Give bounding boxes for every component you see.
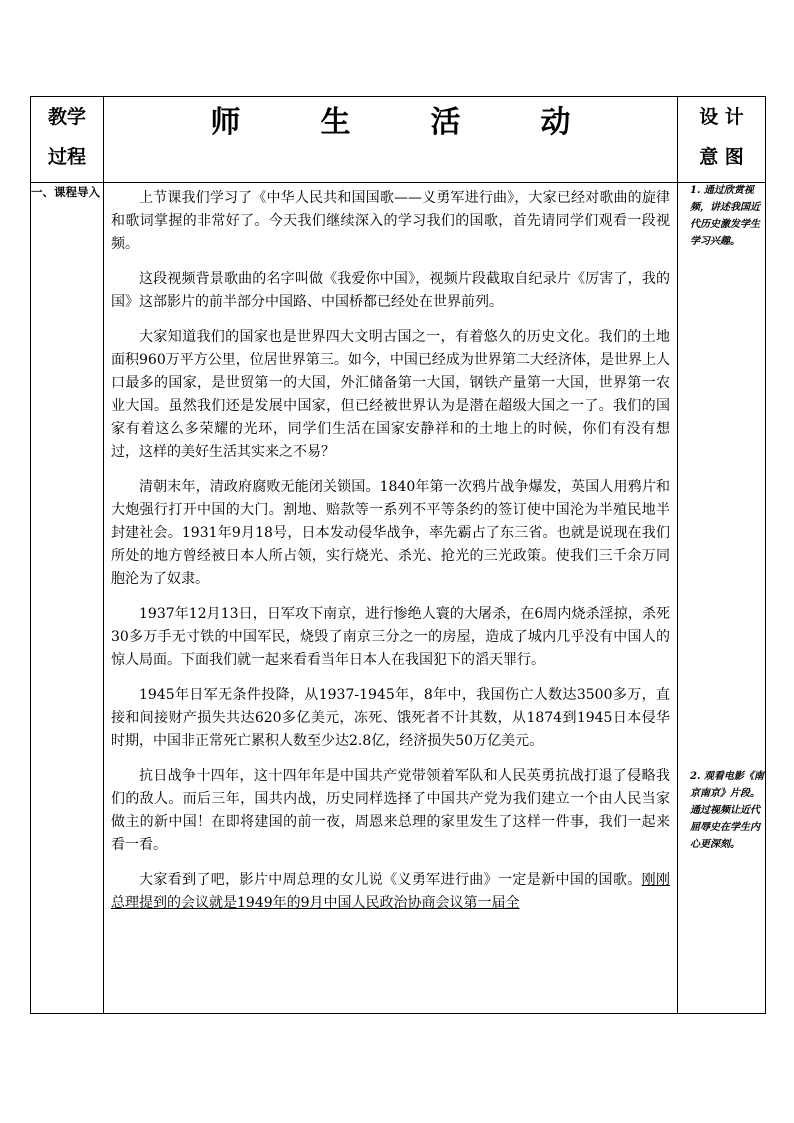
header-design-intent bbox=[678, 97, 766, 183]
paragraph: 1937年12月13日，日军攻下南京，进行惨绝人寰的大屠杀，在6周内烧杀淫掠，杀死30多万手无寸铁的中国军民，烧毁了南京三分之一的房屋，造成了城内几乎没有中国人的惊人局面。下面我们就一起来看看当年日本人在我国犯下的滔天罪行。 bbox=[111, 606, 670, 668]
header-row bbox=[31, 97, 766, 183]
paragraph: 抗日战争十四年，这十四年年是中国共产党带领着军队和人民英勇抗战打退了侵略我们的敌人。而后三年，国共内战，历史同样选择了中国共产党为我们建立一个由人民当家做主的新中国！在即将建国的前一夜，周恩来总理的家里发生了这样一件事，我们一起来看一看。 bbox=[111, 768, 670, 853]
design-intent-cell bbox=[678, 183, 766, 1014]
header-activities bbox=[104, 97, 678, 183]
lesson-plan-table bbox=[30, 96, 766, 1014]
header-activities-char: 生 bbox=[320, 105, 351, 140]
header-activities-char: 师 bbox=[210, 105, 241, 140]
stage-label: 一、课程导入 bbox=[31, 183, 104, 1014]
paragraph-last-plain: 大家看到了吧，影片中周总理的女儿说《义勇军进行曲》一定是新中国的国歌。 bbox=[139, 872, 642, 888]
paragraph: 1945年日军无条件投降，从1937-1945年，8年中，我国伤亡人数达3500多万，直接和间接财产损失共达620多亿美元，冻死、饿死者不计其数，从1874到1945日本侵华时期，中国非正常死亡累积人数至少达2.8亿，经济损失50万亿美元。 bbox=[111, 687, 670, 749]
design-note-1: 1. 通过欣赏视频，讲述我国近代历史激发学生学习兴趣。 bbox=[690, 185, 760, 247]
header-teaching-process-line2: 过程 bbox=[47, 146, 86, 168]
paragraph: 这段视频背景歌曲的名字叫做《我爱你中国》，视频片段截取自纪录片《厉害了，我的国》这部影片的前半部分中国路、中国桥都已经处在世界前列。 bbox=[111, 271, 670, 310]
header-activities-char: 活 bbox=[430, 105, 461, 140]
paragraph-last-underlined: 刚刚总理提到的会议就是1949年的9月中国人民政治协商会议第一届全 bbox=[111, 872, 671, 911]
header-teaching-process bbox=[31, 97, 104, 183]
header-design-intent-line2: 意 图 bbox=[699, 146, 744, 168]
paragraph-last bbox=[111, 869, 670, 915]
header-design-intent-line1: 设 计 bbox=[699, 106, 744, 128]
design-note-2: 2. 观看电影《南京南京》片段。通过视频让近代屈辱史在学生内心更深刻。 bbox=[690, 771, 764, 850]
activity-content-cell bbox=[104, 183, 678, 1014]
paragraph: 清朝末年，清政府腐败无能闭关锁国。1840年第一次鸦片战争爆发，英国人用鸦片和大炮强行打开中国的大门。割地、赔款等一系列不平等条约的签订使中国沦为半殖民地半封建社会。1931年9月18号，日本发动侵华战争，率先霸占了东三省。也就是说现在我们所处的地方曾经被日本人所占领，实行烧光、杀光、抢光的三光政策。使我们三千余万同胞沦为了奴隶。 bbox=[111, 479, 670, 587]
content-row bbox=[31, 183, 766, 1014]
paragraph: 大家知道我们的国家也是世界四大文明古国之一，有着悠久的历史文化。我们的土地面积960万平方公里，位居世界第三。如今，中国已经成为世界第二大经济体，是世界上人口最多的国家，是世贸第一的大国，外汇储备第一大国，钢铁产量第一大国，世界第一农业大国。虽然我们还是发展中国家，但已经被世界认为是潜在超级大国之一了。我们的国家有着这么多荣耀的光环，同学们生活在国家安静祥和的土地上的时候，你们有没有想过，这样的美好生活其实来之不易？ bbox=[111, 329, 670, 460]
paragraph: 上节课我们学习了《中华人民共和国国歌——义勇军进行曲》，大家已经对歌曲的旋律和歌词掌握的非常好了。今天我们继续深入的学习我们的国歌，首先请同学们观看一段视频。 bbox=[111, 190, 670, 252]
activity-content bbox=[104, 183, 677, 1013]
header-activities-char: 动 bbox=[540, 105, 571, 140]
header-teaching-process-line1: 教学 bbox=[47, 106, 86, 128]
